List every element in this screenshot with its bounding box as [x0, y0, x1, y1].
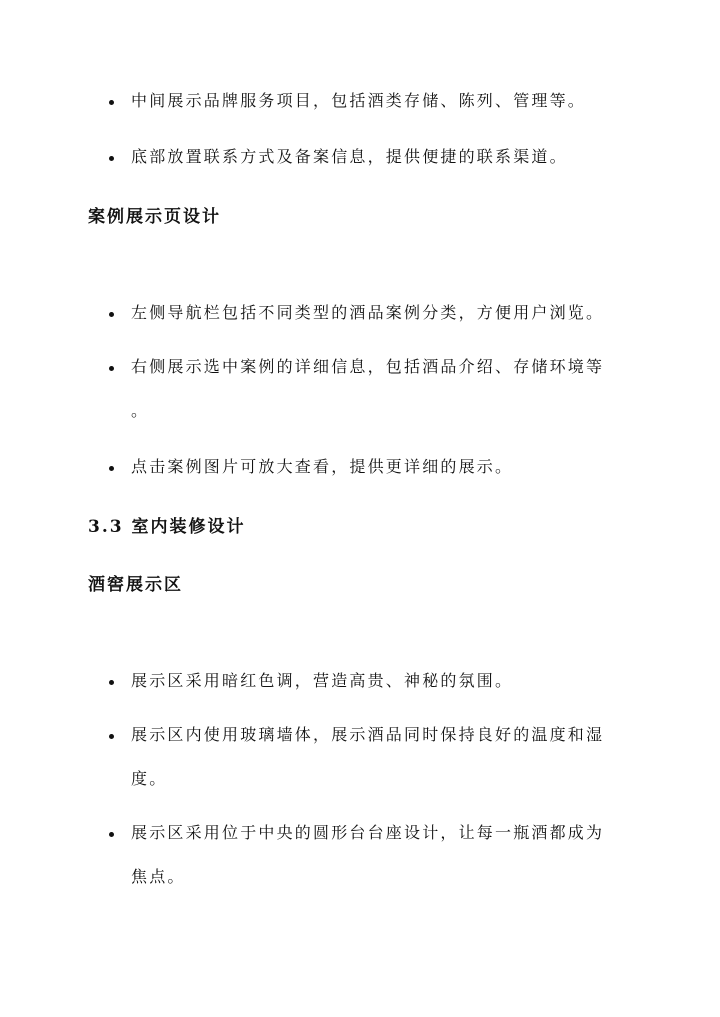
- bullet-icon: [109, 156, 114, 161]
- bullet-icon: [109, 680, 114, 685]
- list-item-text: 展示区采用暗红色调，营造高贵、神秘的氛围。: [131, 671, 514, 690]
- list-item-text: 右侧展示选中案例的详细信息，包括酒品介绍、存储环境等: [131, 357, 605, 376]
- list-item-continuation: 度。: [131, 769, 168, 788]
- bullet-icon: [109, 832, 114, 837]
- list-item-text: 展示区采用位于中央的圆形台台座设计，让每一瓶酒都成为: [131, 823, 605, 842]
- list-item-text: 展示区内使用玻璃墙体，展示酒品同时保持良好的温度和湿: [131, 725, 605, 744]
- list-item-text: 底部放置联系方式及备案信息，提供便捷的联系渠道。: [131, 147, 568, 166]
- section-heading: 3.3 室内装修设计: [88, 517, 246, 537]
- section-heading: 案例展示页设计: [88, 207, 221, 227]
- section-heading: 酒窖展示区: [88, 575, 183, 595]
- bullet-icon: [109, 312, 114, 317]
- bullet-icon: [109, 734, 114, 739]
- list-item-text: 左侧导航栏包括不同类型的酒品案例分类，方便用户浏览。: [131, 303, 605, 322]
- bullet-icon: [109, 366, 114, 371]
- bullet-icon: [109, 100, 114, 105]
- list-item-text: 点击案例图片可放大查看，提供更详细的展示。: [131, 457, 514, 476]
- list-item-text: 中间展示品牌服务项目，包括酒类存储、陈列、管理等。: [131, 91, 587, 110]
- list-item-continuation: 。: [131, 401, 150, 420]
- list-item-continuation: 焦点。: [131, 867, 186, 886]
- bullet-icon: [109, 466, 114, 471]
